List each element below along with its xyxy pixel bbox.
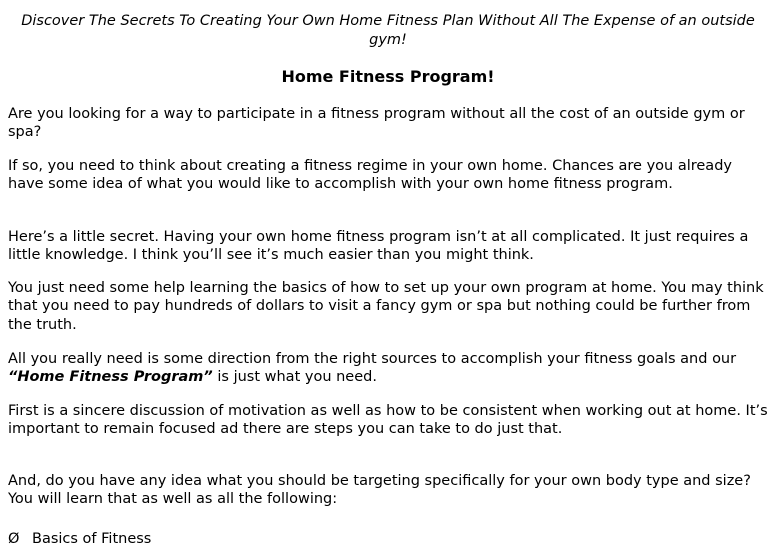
paragraph-intro: Are you looking for a way to participate in a fitness program without all the cost of an outside gym or spa? — [8, 106, 745, 141]
paragraph-secret: Here’s a little secret. Having your own home fitness program isn’t at all complicated. It just requires a little knowledge. I think you’ll see it’s much easier than you might think. — [8, 229, 749, 264]
paragraph-direction-tail: is just what you need. — [212, 369, 377, 386]
paragraph-motivation: First is a sincere discussion of motivation as well as how to be consistent when working out at home. It’s important to remain focused ad there are steps you can take to do just that. — [8, 403, 768, 438]
paragraph-direction-text: All you really need is some direction from the right sources to accomplish your fitness goals and our — [8, 351, 737, 367]
list-item-label: Basics of Fitness — [32, 531, 152, 547]
paragraph-body-type: And, do you have any idea what you should be targeting specifically for your own body type and size? You will learn that as well as all the following: — [8, 473, 751, 508]
tagline: Discover The Secrets To Creating Your Own Home Fitness Plan Without All The Expense of an outside gym! — [21, 13, 755, 48]
paragraph-basics: You just need some help learning the basics of how to set up your own program at home. You may think that you need to pay hundreds of dollars to visit a fancy gym or spa but nothing could be further from the truth. — [8, 280, 764, 333]
paragraph-direction — [8, 350, 772, 387]
paragraph-home-regime: If so, you need to think about creating a fitness regime in your own home. Chances are you already have some idea of what you would like to accomplish with your own home fitness program. — [8, 158, 732, 193]
list-item — [8, 530, 151, 548]
bullet-arrow-icon: Ø — [8, 531, 20, 547]
program-name-emphasis: “Home Fitness Program” — [8, 369, 213, 386]
page-title: Home Fitness Program! — [281, 67, 495, 86]
